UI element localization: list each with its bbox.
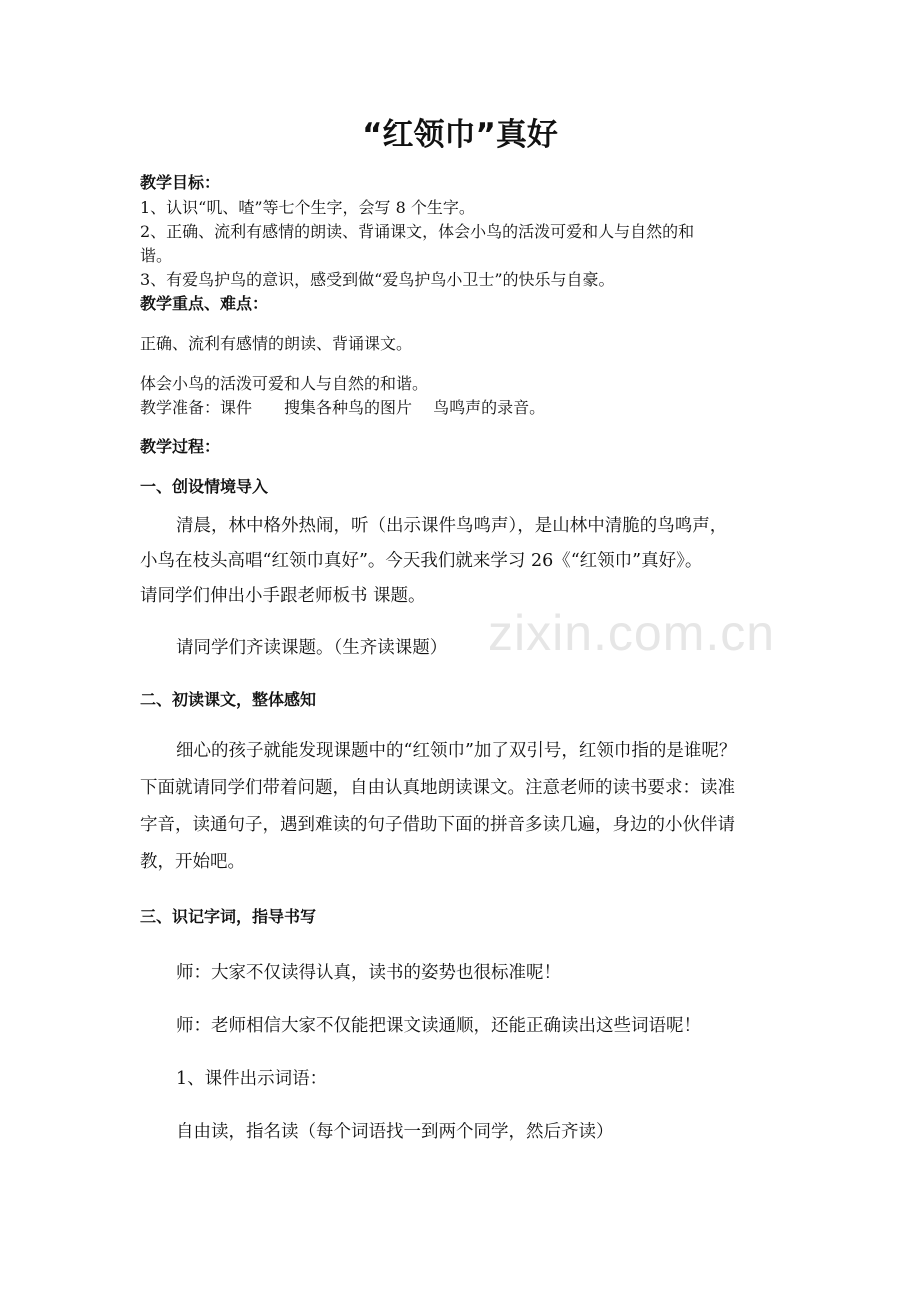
section-2-line-4: 教，开始吧。 [140, 852, 245, 872]
watermark-text: zixin.com.cn [488, 605, 776, 661]
key-point-1: 正确、流利有感情的朗读、背诵课文。 [140, 334, 413, 353]
section-2-heading: 二、初读课文，整体感知 [140, 690, 317, 709]
section-3-line-4: 自由读，指名读（每个词语找一到两个同学，然后齐读） [176, 1122, 614, 1142]
section-1-line-2: 小鸟在枝头高唱“红领巾真好”。今天我们就来学习 26《“红领巾”真好》。 [140, 551, 703, 571]
objectives-heading: 教学目标： [140, 173, 221, 192]
objective-line-2: 2、正确、流利有感情的朗读、背诵课文，体会小鸟的活泼可爱和人与自然的和 [140, 222, 695, 241]
section-1-heading: 一、创设情境导入 [140, 477, 269, 496]
key-point-2: 体会小鸟的活泼可爱和人与自然的和谐。 [140, 374, 429, 393]
section-2-line-1: 细心的孩子就能发现课题中的“红领巾”加了双引号，红领巾指的是谁呢？ [176, 741, 737, 761]
section-2-line-2: 下面就请同学们带着问题，自由认真地朗读课文。注意老师的读书要求：读准 [140, 778, 735, 798]
section-1-line-4: 请同学们齐读课题。（生齐读课题） [176, 638, 448, 658]
key-points-heading: 教学重点、难点： [140, 294, 269, 313]
section-1-line-3: 请同学们伸出小手跟老师板书 课题。 [140, 586, 426, 606]
section-3-line-2: 师：老师相信大家不仅能把课文读通顺，还能正确读出这些词语呢！ [176, 1016, 701, 1036]
objective-line-3: 3、有爱鸟护鸟的意识，感受到做“爱鸟护鸟小卫士”的快乐与自豪。 [140, 270, 615, 289]
preparation-line: 教学准备：课件 搜集各种鸟的图片 鸟鸣声的录音。 [140, 398, 546, 417]
section-3-heading: 三、识记字词，指导书写 [140, 907, 317, 926]
page-title: “红领巾”真好 [362, 117, 558, 153]
section-3-line-3: 1、课件出示词语： [176, 1069, 328, 1089]
process-heading: 教学过程： [140, 437, 221, 456]
section-1-line-1: 清晨，林中格外热闹，听（出示课件鸟鸣声），是山林中清脆的鸟鸣声， [176, 516, 728, 536]
objective-line-2-cont: 谐。 [140, 246, 173, 265]
section-2-line-3: 字音，读通句子，遇到难读的句子借助下面的拼音多读几遍，身边的小伙伴请 [140, 815, 735, 835]
section-3-line-1: 师：大家不仅读得认真，读书的姿势也很标准呢！ [176, 963, 561, 983]
objective-line-1: 1、认识“叽、喳”等七个生字，会写 8 个生字。 [140, 198, 475, 217]
